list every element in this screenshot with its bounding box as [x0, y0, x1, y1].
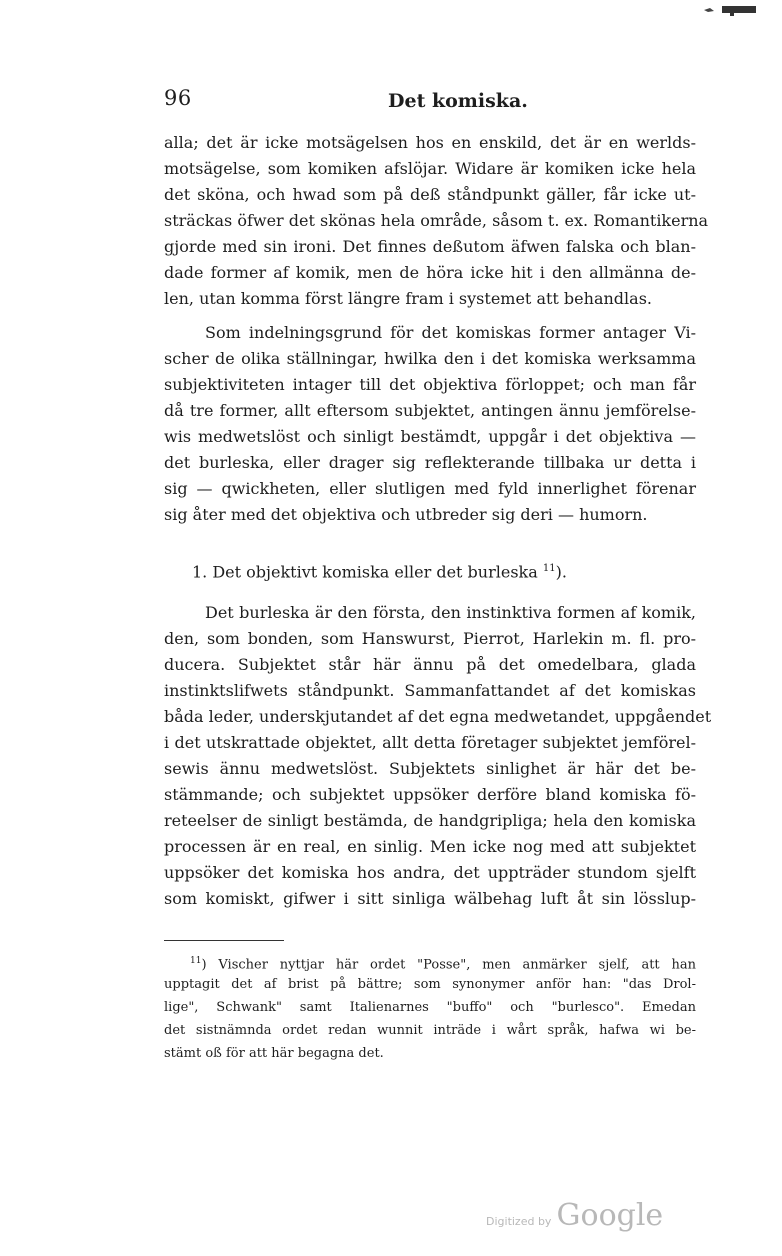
footnote-divider	[164, 940, 284, 941]
paragraph-3-line: reteelser de sinligt bestämda, de handgripliga; hela den komiska	[164, 811, 696, 830]
paragraph-3-line: Det burleska är den första, den instinktiva formen af komik,	[205, 603, 696, 622]
paragraph-2-line: då tre former, allt eftersom subjektet, antingen ännu jemförelse-	[164, 401, 696, 420]
paragraph-1-line: det sköna, och hwad som på deß ståndpunkt gäller, får icke ut-	[164, 185, 696, 204]
scan-speck-mark	[700, 4, 760, 16]
digitized-watermark	[486, 1198, 663, 1233]
paragraph-3-line: uppsöker det komiska hos andra, det uppträder stundom sjelft	[164, 863, 696, 882]
paragraph-1-line: gjorde med sin ironi. Det finnes deßutom äfwen falska och blan-	[164, 237, 696, 256]
paragraph-3-line: sewis ännu medwetslöst. Subjektets sinlighet är här det be-	[164, 759, 696, 778]
paragraph-2-line: sig åter med det objektiva och utbreder sig deri — humorn.	[164, 505, 648, 524]
section-heading-text: 1. Det objektivt komiska eller det burleska	[192, 562, 538, 582]
paragraph-3-line: instinktslifwets ståndpunkt. Sammanfattandet af det komiskas	[164, 681, 696, 700]
footnote-reference: 11	[542, 563, 556, 574]
paragraph-1-line: motsägelse, som komiken afslöjar. Widare är komiken icke hela	[164, 159, 696, 178]
paragraph-3-line: den, som bonden, som Hanswurst, Pierrot, Harlekin m. fl. pro-	[164, 629, 696, 648]
paragraph-3-line: i det utskrattade objektet, allt detta företager subjektet jemförel-	[164, 733, 696, 752]
paragraph-2-line: wis medwetslöst och sinligt bestämdt, uppgår i det objektiva —	[164, 427, 696, 446]
running-title: Det komiska.	[388, 90, 528, 112]
footnote-line: det sistnämnda ordet redan wunnit inträde i wårt språk, hafwa wi be-	[164, 1023, 696, 1038]
paragraph-2-line: scher de olika ställningar, hwilka den i det komiska werksamma	[164, 349, 696, 368]
paragraph-3-line: som komiskt, gifwer i sitt sinliga wälbehag luft åt sin lösslup-	[164, 889, 696, 908]
paragraph-3-line: ducera. Subjektet står här ännu på det omedelbara, glada	[164, 655, 696, 674]
paragraph-1-line: dade former af komik, men de höra icke hit i den allmänna de-	[164, 263, 696, 282]
watermark-prefix: Digitized by	[486, 1215, 552, 1228]
section-heading-closing: ).	[555, 562, 567, 582]
paragraph-2-line: Som indelningsgrund för det komiskas former antager Vi-	[205, 323, 696, 342]
footnote-marker: 11	[190, 956, 202, 966]
paragraph-3-line: processen är en real, en sinlig. Men icke nog med att subjektet	[164, 837, 696, 856]
footnote-text: ) Vischer nyttjar här ordet "Posse", men anmärker sjelf, att han	[201, 957, 696, 973]
paragraph-3-line: båda leder, underskjutandet af det egna medwetandet, uppgåendet	[164, 707, 712, 726]
paragraph-1-line: alla; det är icke motsägelsen hos en enskild, det är en werlds-	[164, 133, 696, 152]
paragraph-3-line: stämmande; och subjektet uppsöker derföre bland komiska fö-	[164, 785, 696, 804]
footnote-line: upptagit det af brist på bättre; som synonymer anför han: "das Drol-	[164, 977, 696, 992]
page-number: 96	[164, 86, 192, 110]
footnote-line: stämt oß för att här begagna det.	[164, 1046, 384, 1061]
watermark-brand: Google	[556, 1198, 664, 1233]
footnote-line: lige", Schwank" samt Italienarnes "buffo" och "burlesco". Emedan	[164, 1000, 696, 1015]
paragraph-2-line: det burleska, eller drager sig reflekterande tillbaka ur detta i	[164, 453, 696, 472]
section-heading	[192, 556, 567, 585]
paragraph-2-line: subjektiviteten intager till det objektiva förloppet; och man får	[164, 375, 696, 394]
paragraph-1-line: len, utan komma först längre fram i systemet att behandlas.	[164, 289, 652, 308]
paragraph-1-line: sträckas öfwer det skönas hela område, såsom t. ex. Romantikerna	[164, 211, 709, 230]
paragraph-2-line: sig — qwickheten, eller slutligen med fyld innerlighet förenar	[164, 479, 696, 498]
